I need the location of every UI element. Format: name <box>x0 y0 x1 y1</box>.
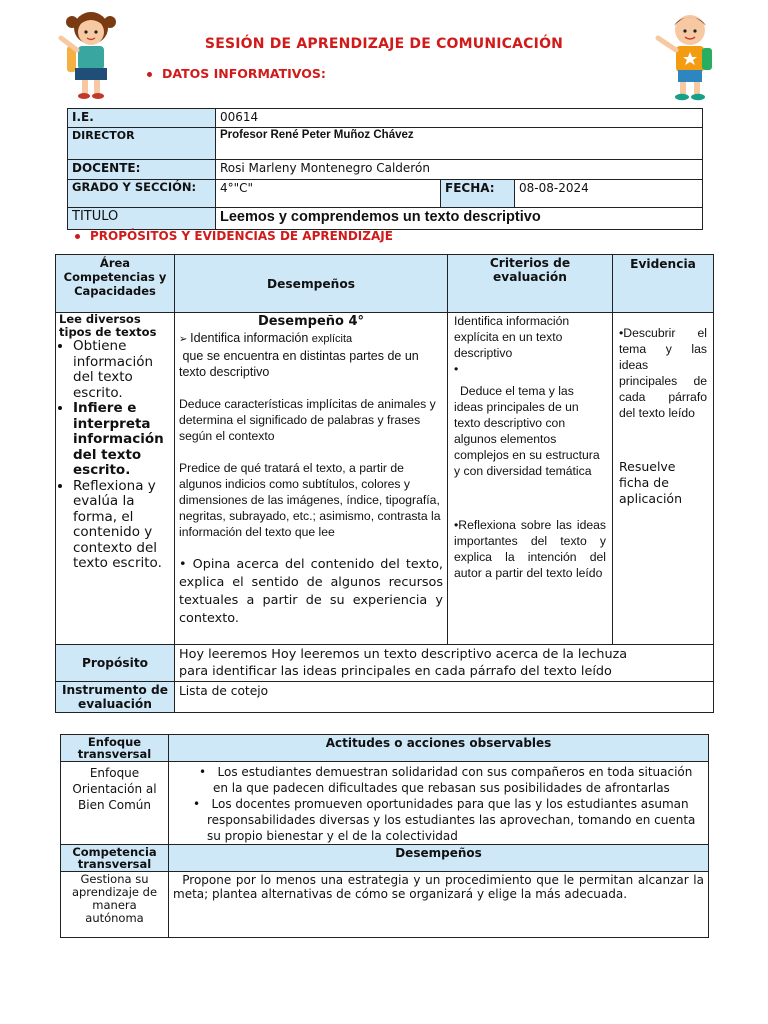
col-competencia: Competencia transversal <box>61 845 169 872</box>
criterios-cell: Identifica información explícita en un texto descriptivo • Deduce el tema y las ideas principales de un texto descriptivo con algunos elementos complejos en su estructura y con diversidad temática •Reflexiona sobre las ideas importantes del texto y explica la intención del autor a partir del texto leído <box>448 313 613 645</box>
proposito-value: Hoy leeremos Hoy leeremos un texto descriptivo acerca de la lechuza para identificar las ideas principales en cada párrafo del texto leído <box>175 645 714 682</box>
page-title: SESIÓN DE APRENDIZAJE DE COMUNICACIÓN <box>204 36 564 52</box>
bullet-icon <box>75 234 80 239</box>
director-label: DIRECTOR <box>68 128 216 160</box>
proposito-label: Propósito <box>56 645 175 682</box>
desempeno-3: Predice de qué tratará el texto, a partir de algunos indicios como subtítulos, colores y dimensiones de las imágenes, índice, tipografía, negritas, subrayado, etc.; asimismo, contrasta la información del texto que lee <box>179 461 441 539</box>
competencia-text: Lee diversos tipos de textos <box>59 312 157 339</box>
desempeno-title: Desempeño 4° <box>257 314 365 329</box>
info-table <box>67 108 703 230</box>
capacidades-list <box>59 339 171 572</box>
enfoque-table <box>60 734 709 938</box>
criterio-2: Deduce el tema y las ideas principales de un texto descriptivo con algunos elementos complejos en su estructura y con diversidad temática <box>454 384 600 478</box>
competencias-table <box>55 254 714 713</box>
evidencia-cell <box>613 313 714 645</box>
instrumento-value: Lista de cotejo <box>175 682 714 713</box>
titulo-label: TITULO <box>68 208 216 230</box>
desempenos-cell <box>175 313 448 645</box>
director-value: Profesor René Peter Muñoz Chávez <box>216 128 703 160</box>
grado-label: GRADO Y SECCIÓN: <box>68 180 216 208</box>
docente-value: Rosi Marleny Montenegro Calderón <box>216 160 703 180</box>
criterio-3: •Reflexiona sobre las ideas importantes del texto y explica la intención del autor a partir del texto leído <box>454 518 606 580</box>
col-desempenos-transversal: Desempeños <box>169 845 709 872</box>
col-evidencia: Evidencia <box>613 255 714 313</box>
capacidad-item: • Infiere e interpreta información del texto escrito. <box>73 401 171 479</box>
desempeno-1: ➢ Identifica información explícita que se encuentra en distintas partes de un texto descriptivo <box>179 331 419 379</box>
girl-student-illustration <box>55 8 127 102</box>
area-cell <box>56 313 175 645</box>
actitud-item: • Los docentes promueven oportunidades para que las y los estudiantes asuman responsabilidades diversas y los estudiantes las aprovechan, tomando en cuenta su propio bienestar y el de la colectividad <box>193 797 696 843</box>
evidencia-2: Resuelve ficha de aplicación <box>619 459 682 506</box>
col-area: Área Competencias y Capacidades <box>56 255 175 313</box>
desempeno-4: • Opina acerca del contenido del texto, explica el sentido de algunos recursos textuales a partir de su experiencia y contexto. <box>179 557 443 626</box>
grado-value: 4°"C" <box>216 180 441 208</box>
boy-student-illustration <box>650 8 726 104</box>
col-desempenos: Desempeños <box>175 255 448 313</box>
fecha-value: 08-08-2024 <box>515 180 703 208</box>
competencia-value: Gestiona su aprendizaje de manera autónoma <box>61 872 169 938</box>
capacidad-item: • Obtiene información del texto escrito. <box>73 339 171 401</box>
col-enfoque: Enfoque transversal <box>61 735 169 762</box>
desempeno-2: Deduce características implícitas de animales y determina el significado de palabras y frases según el contexto <box>179 397 436 443</box>
datos-heading: DATOS INFORMATIVOS: <box>147 66 326 81</box>
ie-label: I.E. <box>68 109 216 128</box>
titulo-value: Leemos y comprendemos un texto descriptivo <box>216 208 703 230</box>
desempeno-transversal: Propone por lo menos una estrategia y un procedimiento que le permitan alcanzar la meta; plantea alternativas de cómo se organizará y elige la más adecuada. <box>169 872 709 938</box>
col-actitudes: Actitudes o acciones observables <box>169 735 709 762</box>
propositos-heading: PROPÓSITOS Y EVIDENCIAS DE APRENDIZAJE <box>75 229 393 243</box>
actitudes-cell <box>169 762 709 845</box>
actitud-item: • Los estudiantes demuestran solidaridad con sus compañeros en toda situación en la que padecen dificultades que rebasan sus posibilidades de afrontarlas <box>199 765 693 795</box>
enfoque-value: Enfoque Orientación al Bien Común <box>61 762 169 845</box>
capacidad-item: • Reflexiona y evalúa la forma, el contenido y contexto del texto escrito. <box>73 479 171 572</box>
instrumento-label: Instrumento de evaluación <box>56 682 175 713</box>
evidencia-1: •Descubrir el tema y las ideas principales de cada párrafo del texto leído <box>619 326 707 420</box>
ie-value: 00614 <box>216 109 703 128</box>
fecha-label: FECHA: <box>441 180 515 208</box>
bullet-icon <box>147 72 152 77</box>
col-criterios: Criterios de evaluación <box>448 255 613 313</box>
docente-label: DOCENTE: <box>68 160 216 180</box>
criterio-1: Identifica información explícita en un texto descriptivo <box>454 314 570 360</box>
